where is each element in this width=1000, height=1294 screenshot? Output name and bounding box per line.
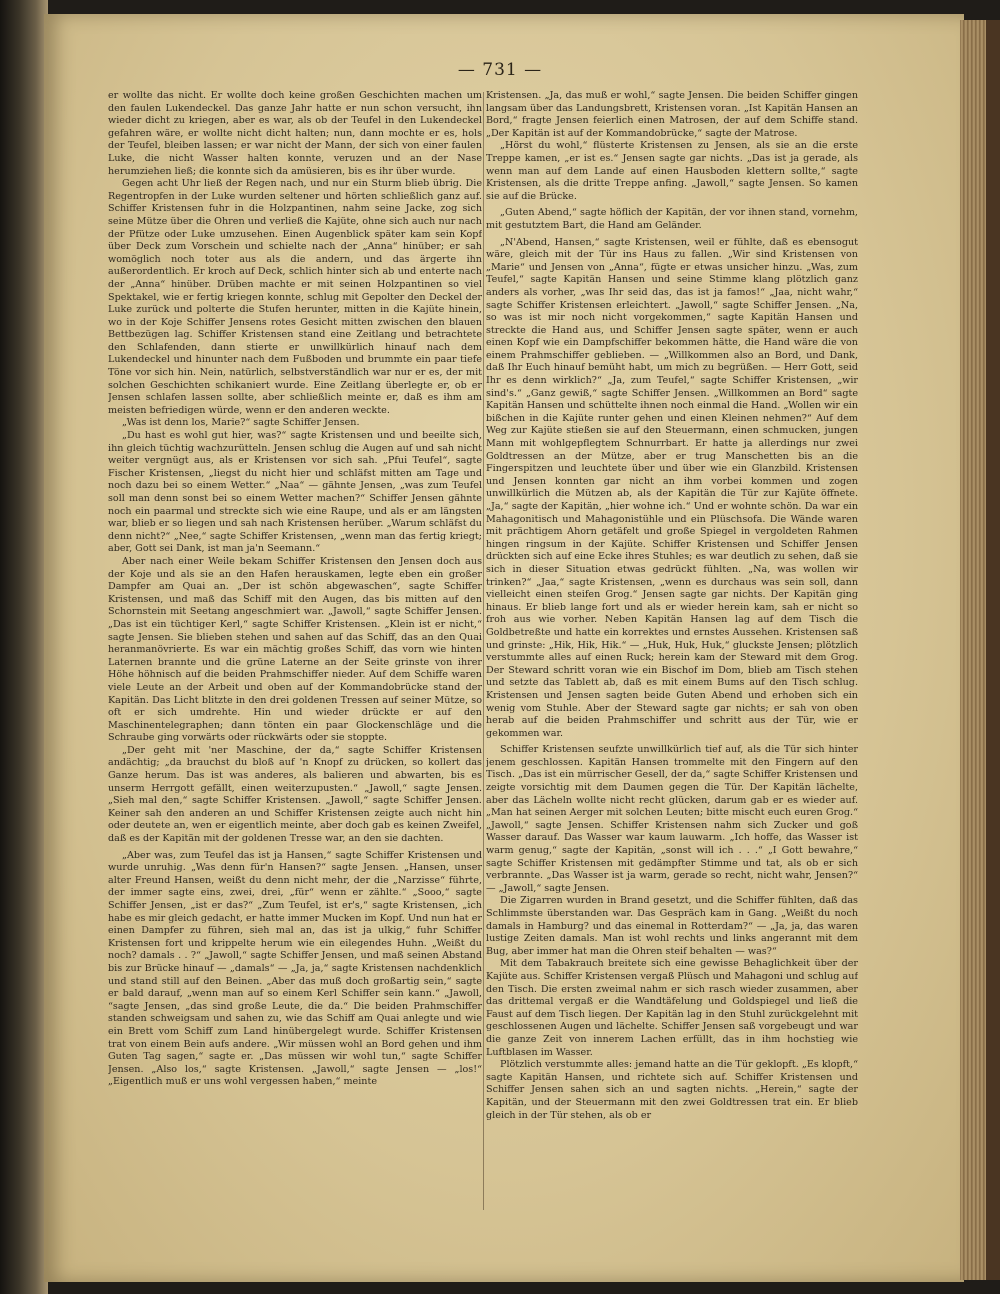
book-binding: [0, 0, 48, 1294]
column-divider: [483, 92, 484, 1210]
page-edges: [960, 20, 1000, 1280]
paragraph: Aber nach einer Weile bekam Schiffer Kristensen den Jensen doch aus der Koje und als sie an den Hafen herauskamen, legte eben ein großer Dampfer am Quai an. „Der ist schön abgewaschen“, sagte Schiffer Kristensen, und maß das Schiff mit den Augen, das bis mitten auf den Schornstein mit Seetang angeschmiert war. „Jawoll,“ sagte Schiffer Jensen. „Das ist ein tüchtiger Kerl,“ sagte Schiffer Kristensen. „Klein ist er nicht,“ sagte Jensen. Sie blieben stehen und sahen auf das Schiff, das an den Quai heranmanövrierte. Es war ein mächtig großes Schiff, das vorn wie hinten Laternen brannte und die grüne Laterne an der Seite grinste von ihrer Höhe höhnisch auf die beiden Prahmschiffer nieder. Auf dem Schiffe waren viele Leute an der Arbeit und oben auf der Kommandobrücke stand der Kapitän. Das Licht blitzte in den drei goldenen Tressen auf seiner Mütze, so oft er sich umdrehte. Hin und wieder drückte er auf den Maschinentelegraphen; dann tönten ein paar Glockenschläge und die Schraube ging vorwärts oder rückwärts oder sie stoppte.: [108, 555, 482, 744]
paragraph: Schiffer Kristensen seufzte unwillkürlich tief auf, als die Tür sich hinter jenem geschlossen. Kapitän Hansen trommelte mit den Fingern auf den Tisch. „Das ist ein mürrischer Gesell, der da,“ sagte Schiffer Kristensen und zeigte vorsichtig mit dem Daumen gegen die Tür. Der Kapitän lächelte, aber das Lächeln wollte nicht recht glücken, darum gab er es wieder auf. „Man hat seinen Aerger mit solchen Leuten; bitte mischt euch euren Grog.“ „Jawoll,“ sagte Jensen. Schiffer Kristensen nahm sich Zucker und goß Wasser darauf. Das Wasser war kaum lauwarm. „Ich hoffe, das Wasser ist warm genug,“ sagte der Kapitän, „sonst will ich . . .“ „I Gott bewahre,“ sagte Schiffer Kristensen mit gedämpfter Stimme und tat, als ob er sich verbrannte. „Das Wasser ist ja warm, gerade so recht, nicht wahr, Jensen?“ — „Jawoll,“ sagte Jensen.: [486, 744, 858, 894]
paragraph: Plötzlich verstummte alles: jemand hatte an die Tür geklopft. „Es klopft,“ sagte Kapitän Hansen, und richtete sich auf. Schiffer Kristensen und Schiffer Jensen sahen sich an und sagten nichts. „Herein,“ sagte der Kapitän, und der Steuermann mit den zwei Goldtressen trat ein. Er blieb gleich in der Tür stehen, als ob er: [486, 1059, 858, 1121]
paragraph: Gegen acht Uhr ließ der Regen nach, und nur ein Sturm blieb übrig. Die Regentropfen in der Luke wurden seltener und hörten schließlich ganz auf. Schiffer Kristensen fuhr in die Holzpantinen, nahm seine Jacke, zog sich seine Mütze über die Ohren und verließ die Kajüte, ohne sich auch nur nach der Pfütze oder Luke umzusehen. Einen Augenblick später kam sein Kopf über Deck zum Vorschein und schielte nach der „Anna“ hinüber; er sah womöglich noch toter aus als die andern, und das ärgerte ihn außerordentlich. Er kroch auf Deck, schlich hinter sich ab und enterte nach der „Anna“ hinüber. Drüben machte er mit seinen Holzpantinen so viel Spektakel, wie er fertig kriegen konnte, schlug mit Gepolter den Deckel der Luke zurück und polterte die Stufen herunter, mitten in die Kajüte hinein, wo in der Koje Schiffer Jensens rotes Gesicht mitten zwischen den blauen Bettbezügen lag. Schiffer Kristensen stand eine Zeitlang und betrachtete den Schlafenden, dann stierte er unwillkürlich hinauf nach dem Lukendeckel und hinunter nach dem Fußboden und brummte ein paar tiefe Töne vor sich hin. Nein, natürlich, selbstverständlich war nur er es, der mit solchen Geschichten schikaniert wurde. Eine Zeitlang überlegte er, ob er Jensen schlafen lassen sollte, aber schließlich meinte er, daß es ihm am meisten befriedigen würde, wenn er den anderen weckte.: [108, 178, 482, 416]
paragraph: er wollte das nicht. Er wollte doch keine großen Geschichten machen um den faulen Lukendeckel. Das ganze Jahr hatte er nun schon versucht, ihn wieder dicht zu kriegen, aber es war, als ob der Teufel in den Lukendeckel gefahren wäre, er wollte nicht dicht halten; nun, dann mochte er es, hols der Teufel, bleiben lassen; er war nicht der Mann, der sich von einer faulen Luke, die nicht Wasser halten konnte, veruzen und an der Nase herumziehen ließ; die konnte sich da amüsieren, bis es ihr über wurde.: [108, 90, 482, 177]
right-text-column: [486, 90, 858, 1215]
paragraph: „Du hast es wohl gut hier, was?“ sagte Kristensen und und beeilte sich, ihn gleich tüchtig wachzurütteln. Jensen schlug die Augen auf und sah nicht weiter vergnügt aus, als er Kristensen vor sich sah. „Pfui Teufel“, sagte Fischer Kristensen, „liegst du nicht hier und schläfst mitten am Tage und noch dazu bei so einem Wetter.“ „Naa“ — gähnte Jensen, „was zum Teufel soll man denn sonst bei so einem Wetter machen?“ Schiffer Jensen gähnte noch ein paarmal und streckte sich wie eine Raupe, und als er am längsten war, blieb er so liegen und sah nach Kristensen herüber. „Warum schläfst du denn nicht?“ „Nee,“ sagte Schiffer Kristensen, „wenn man das fertig kriegt; aber, Gott sei Dank, ist man ja'n Seemann.“: [108, 430, 482, 555]
paragraph: Mit dem Tabakrauch breitete sich eine gewisse Behaglichkeit über der Kajüte aus. Schiffer Kristensen vergaß Plüsch und Mahagoni und schlug auf den Tisch. Die ersten zweimal nahm er sich rasch wieder zusammen, aber das drittemal vergaß er die Wandtäfelung und Goldspiegel und ließ die Faust auf dem Tisch liegen. Der Kapitän lag in den Stuhl zurückgelehnt mit geschlossenen Augen und lächelte. Schiffer Jensen saß vorgebeugt und war die ganze Zeit von innerem Lachen erfüllt, das in ihm hochstieg wie Luftblasen im Wasser.: [486, 958, 858, 1058]
paragraph: „Hörst du wohl,“ flüsterte Kristensen zu Jensen, als sie an die erste Treppe kamen, „er ist es.“ Jensen sagte gar nichts. „Das ist ja gerade, als wenn man auf dem Lande auf einen Hausboden klettern sollte,“ sagte Kristensen, als die dritte Treppe anfing. „Jawoll,“ sagte Jensen. So kamen sie auf die Brücke.: [486, 140, 858, 202]
page-number: — 731 —: [457, 60, 543, 80]
paragraph: „Aber was, zum Teufel das ist ja Hansen,“ sagte Schiffer Kristensen und wurde unruhig. „Was denn für'n Hansen?“ sagte Jensen. „Hansen, unser alter Freund Hansen, weißt du denn nicht mehr, der die „Narzisse“ führte, der immer sagte eins, zwei, drei, „für“ wenn er zählte.“ „Sooo,“ sagte Schiffer Jensen, „ist er das?“ „Zum Teufel, ist er's,“ sagte Kristensen, „ich habe es mir gleich gedacht, er hatte immer Mucken im Kopf. Und nun hat er einen Dampfer zu führen, sieh mal an, das ist ja ulkig,“ fuhr Schiffer Kristensen fort und krippelte herum wie ein eilegendes Huhn. „Weißt du noch? damals . . ?“ „Jawoll,“ sagte Schiffer Jensen, und maß seinen Abstand bis zur Brücke hinauf — „damals“ — „Ja, ja,“ sagte Kristensen nachdenklich und stand still auf den Beinen. „Aber das muß doch großartig sein,“ sagte er bald darauf, „wenn man auf so einem Kerl Schiffer sein kann.“ „Jawoll, “sagte Jensen, „das sind große Leute, die da.“ Die beiden Prahmschiffer standen schweigsam und sahen zu, wie das Schiff am Quai anlegte und wie ein Brett vom Schiff zum Land hinübergelegt wurde. Schiffer Kristensen trat von einem Bein aufs andere. „Wir müssen wohl an Bord gehen und ihm Guten Tag sagen,“ sagte er. „Das müssen wir wohl tun,“ sagte Schiffer Jensen. „Also los,“ sagte Kristensen. „Jawoll,“ sagte Jensen — „los!“ „Eigentlich muß er uns wohl vergessen haben,“ meinte: [108, 849, 482, 1088]
paragraph: „Der geht mit 'ner Maschine, der da,“ sagte Schiffer Kristensen andächtig; „da brauchst du bloß auf 'n Knopf zu drücken, so kollert das Ganze herum. Das ist was anderes, als balieren und abwarten, bis es unserm Herrgott gefällt, einen weiterzupusten.“ „Jawoll,“ sagte Jensen. „Sieh mal den,“ sagte Schiffer Kristensen. „Jawoll,“ sagte Schiffer Jensen. Keiner sah den anderen an und Schiffer Kristensen zeigte auch nicht hin oder deutete an, wen er eigentlich meinte, aber doch gab es keinen Zweifel, daß es der Kapitän mit der goldenen Tresse war, an den sie dachten.: [108, 744, 482, 845]
paragraph: „N'Abend, Hansen,“ sagte Kristensen, weil er fühlte, daß es ebensogut wäre, gleich mit der Tür ins Haus zu fallen. „Wir sind Kristensen von „Marie“ und Jensen von „Anna“, fügte er etwas unsicher hinzu. „Was, zum Teufel,“ sagte Kapitän Hansen und seine Stimme klang plötzlich ganz anders als vorher, „was Ihr seid das, das ist ja famos!“ „Jaa, nicht wahr,“ sagte Schiffer Kristensen erleichtert. „Jawoll,“ sagte Schiffer Jensen. „Na, so was ist mir noch nicht vorgekommen,“ sagte Kapitän Hansen und streckte die Hand aus, und Schiffer Jensen sagte später, wenn er auch einen Kopf wie ein Dampfschiffer bekommen hätte, die Hand wäre die von einem Prahmschiffer geblieben. — „Willkommen also an Bord, und Dank, daß Ihr Euch hinauf bemüht habt, um mich zu begrüßen. — Herr Gott, seid Ihr es denn wirklich?“ „Ja, zum Teufel,“ sagte Schiffer Kristensen, „wir sind's.“ „Ganz gewiß,“ sagte Schiffer Jensen. „Willkommen an Bord“ sagte Kapitän Hansen und schüttelte ihnen noch einmal die Hand. „Wollen wir ein bißchen in die Kajüte runter gehen und einen Kleinen nehmen?“ Auf dem Weg zur Kajüte stießen sie auf den Steuermann, einen schmucken, jungen Mann mit wohlgepflegtem Schnurrbart. Er hatte ja allerdings nur zwei Goldtressen an der Mütze, aber er trug Manschetten bis an die Fingerspitzen und leuchtete über und über wie ein Glanzbild. Kristensen und Jensen konnten gar nicht an ihm vorbei kommen und zogen unwillkürlich die Mützen ab, als der Kapitän die Tür zur Kajüte öffnete. „Ja,“ sagte der Kapitän, „hier wohne ich.“ Und er wohnte schön. Da war ein Mahagonitisch und Mahagonistühle und ein Plüschsofa. Die Wände waren mit prächtigem Ahorn getäfelt und große Spiegel in vergoldeten Rahmen hingen ringsum in der Kajüte. Schiffer Kristensen und Schiffer Jensen drückten sich auf eine Ecke ihres Stuhles; es war deutlich zu sehen, daß sie sich in dieser Situation etwas gedrückt fühlten. „Na, was wollen wir trinken?“ „Jaa,“ sagte Kristensen, „wenn es durchaus was sein soll, dann vielleicht einen steifen Grog.“ Jensen sagte gar nichts. Der Kapitän ging hinaus. Er blieb lange fort und als er wieder herein kam, sah er nicht so froh aus wie vorher. Neben Kapitän Hansen lag auf dem Tisch die Goldbetreßte und hatte ein korrektes und ernstes Aussehen. Kristensen saß und grinste: „Hik, Hik, Hik.“ — „Huk, Huk, Huk,“ gluckste Jensen; plötzlich verstummte alles auf einen Ruck; herein kam der Steward mit dem Grog. Der Steward schritt voran wie ein Bischof im Dom, blieb am Tisch stehen und setzte das Tablett ab, daß es mit einem Bums auf den Tisch schlug. Kristensen und Jensen sagten beide Guten Abend und erhoben sich ein wenig vom Stuhle. Aber der Steward sagte gar nichts; er sah von oben herab auf die beiden Prahmschiffer und schritt aus der Tür, wie er gekommen war.: [486, 236, 858, 739]
paragraph: Kristensen. „Ja, das muß er wohl,“ sagte Jensen. Die beiden Schiffer gingen langsam über das Landungsbrett, Kristensen voran. „Ist Kapitän Hansen an Bord,“ fragte Jensen feierlich einen Matrosen, der auf dem Schiffe stand. „Der Kapitän ist auf der Kommandobrücke,“ sagte der Matrose.: [486, 90, 858, 139]
left-text-column: [108, 90, 482, 1215]
paragraph: „Was ist denn los, Marie?“ sagte Schiffer Jensen.: [122, 417, 360, 429]
paragraph: „Guten Abend,“ sagte höflich der Kapitän, der vor ihnen stand, vornehm, mit gestutztem Bart, die Hand am Geländer.: [486, 207, 858, 231]
paragraph: Die Zigarren wurden in Brand gesetzt, und die Schiffer fühlten, daß das Schlimmste überstanden war. Das Gespräch kam in Gang. „Weißt du noch damals in Hamburg? und das einemal in Rotterdam?“ — „Ja, ja, das waren lustige Zeiten damals. Man ist wohl rechts und links angerannt mit dem Bug, aber immer hat man die Ohren steif behalten — was?“: [486, 895, 858, 957]
